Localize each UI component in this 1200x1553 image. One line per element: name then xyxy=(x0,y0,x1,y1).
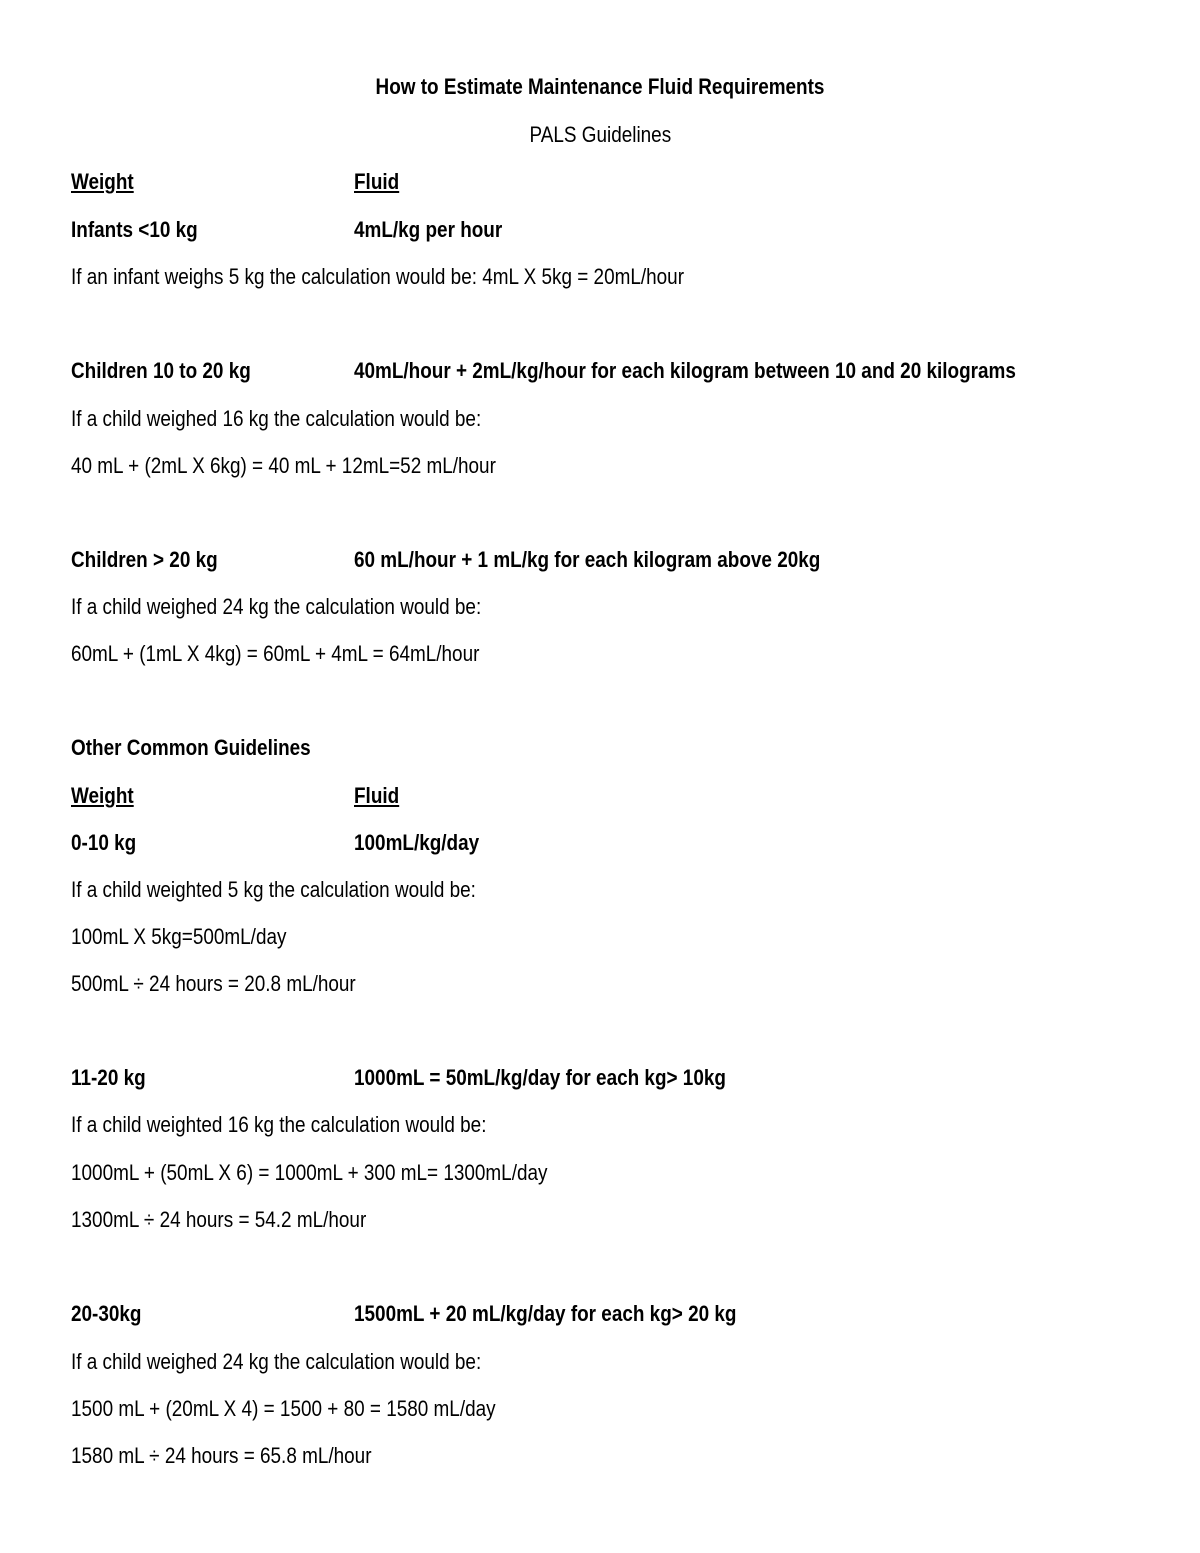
guideline-weight: 0-10 kg xyxy=(71,830,137,855)
example-text: If a child weighted 5 kg the calculation would be: xyxy=(71,877,476,902)
guideline-fluid: 1500mL + 20 mL/kg/day for each kg> 20 kg xyxy=(354,1301,737,1326)
guideline-fluid: 40mL/hour + 2mL/kg/hour for each kilogram between 10 and 20 kilograms xyxy=(354,358,1016,383)
example-text: If a child weighed 24 kg the calculation would be: xyxy=(71,594,482,619)
example-text: If a child weighed 16 kg the calculation would be: xyxy=(71,406,482,431)
example-text: If an infant weighs 5 kg the calculation would be: 4mL X 5kg = 20mL/hour xyxy=(71,264,685,289)
fluid-column-header: Fluid xyxy=(354,169,400,194)
guideline-fluid: 1000mL = 50mL/kg/day for each kg> 10kg xyxy=(354,1065,726,1090)
example-calculation: 1580 mL ÷ 24 hours = 65.8 mL/hour xyxy=(71,1443,372,1468)
example-text: If a child weighed 24 kg the calculation would be: xyxy=(71,1349,482,1374)
guideline-weight: 20-30kg xyxy=(71,1301,142,1326)
document-subtitle: PALS Guidelines xyxy=(529,122,671,147)
example-calculation: 100mL X 5kg=500mL/day xyxy=(71,924,287,949)
example-calculation: 1300mL ÷ 24 hours = 54.2 mL/hour xyxy=(71,1207,367,1232)
document-title: How to Estimate Maintenance Fluid Requirements xyxy=(375,74,825,99)
guideline-weight: Children 10 to 20 kg xyxy=(71,358,251,383)
example-text: If a child weighted 16 kg the calculation would be: xyxy=(71,1112,487,1137)
weight-column-header: Weight xyxy=(71,169,134,194)
guideline-weight: Children > 20 kg xyxy=(71,547,218,572)
fluid-column-header: Fluid xyxy=(354,783,400,808)
guideline-fluid: 60 mL/hour + 1 mL/kg for each kilogram above 20kg xyxy=(354,547,821,572)
guideline-fluid: 4mL/kg per hour xyxy=(354,217,503,242)
guideline-weight: Infants <10 kg xyxy=(71,217,198,242)
example-calculation: 40 mL + (2mL X 6kg) = 40 mL + 12mL=52 mL/hour xyxy=(71,453,496,478)
guideline-fluid: 100mL/kg/day xyxy=(354,830,480,855)
example-calculation: 500mL ÷ 24 hours = 20.8 mL/hour xyxy=(71,971,356,996)
example-calculation: 60mL + (1mL X 4kg) = 60mL + 4mL = 64mL/hour xyxy=(71,641,480,666)
example-calculation: 1500 mL + (20mL X 4) = 1500 + 80 = 1580 mL/day xyxy=(71,1396,496,1421)
guideline-weight: 11-20 kg xyxy=(71,1065,146,1090)
example-calculation: 1000mL + (50mL X 6) = 1000mL + 300 mL= 1300mL/day xyxy=(71,1160,548,1185)
section-heading: Other Common Guidelines xyxy=(71,735,311,760)
weight-column-header: Weight xyxy=(71,783,134,808)
